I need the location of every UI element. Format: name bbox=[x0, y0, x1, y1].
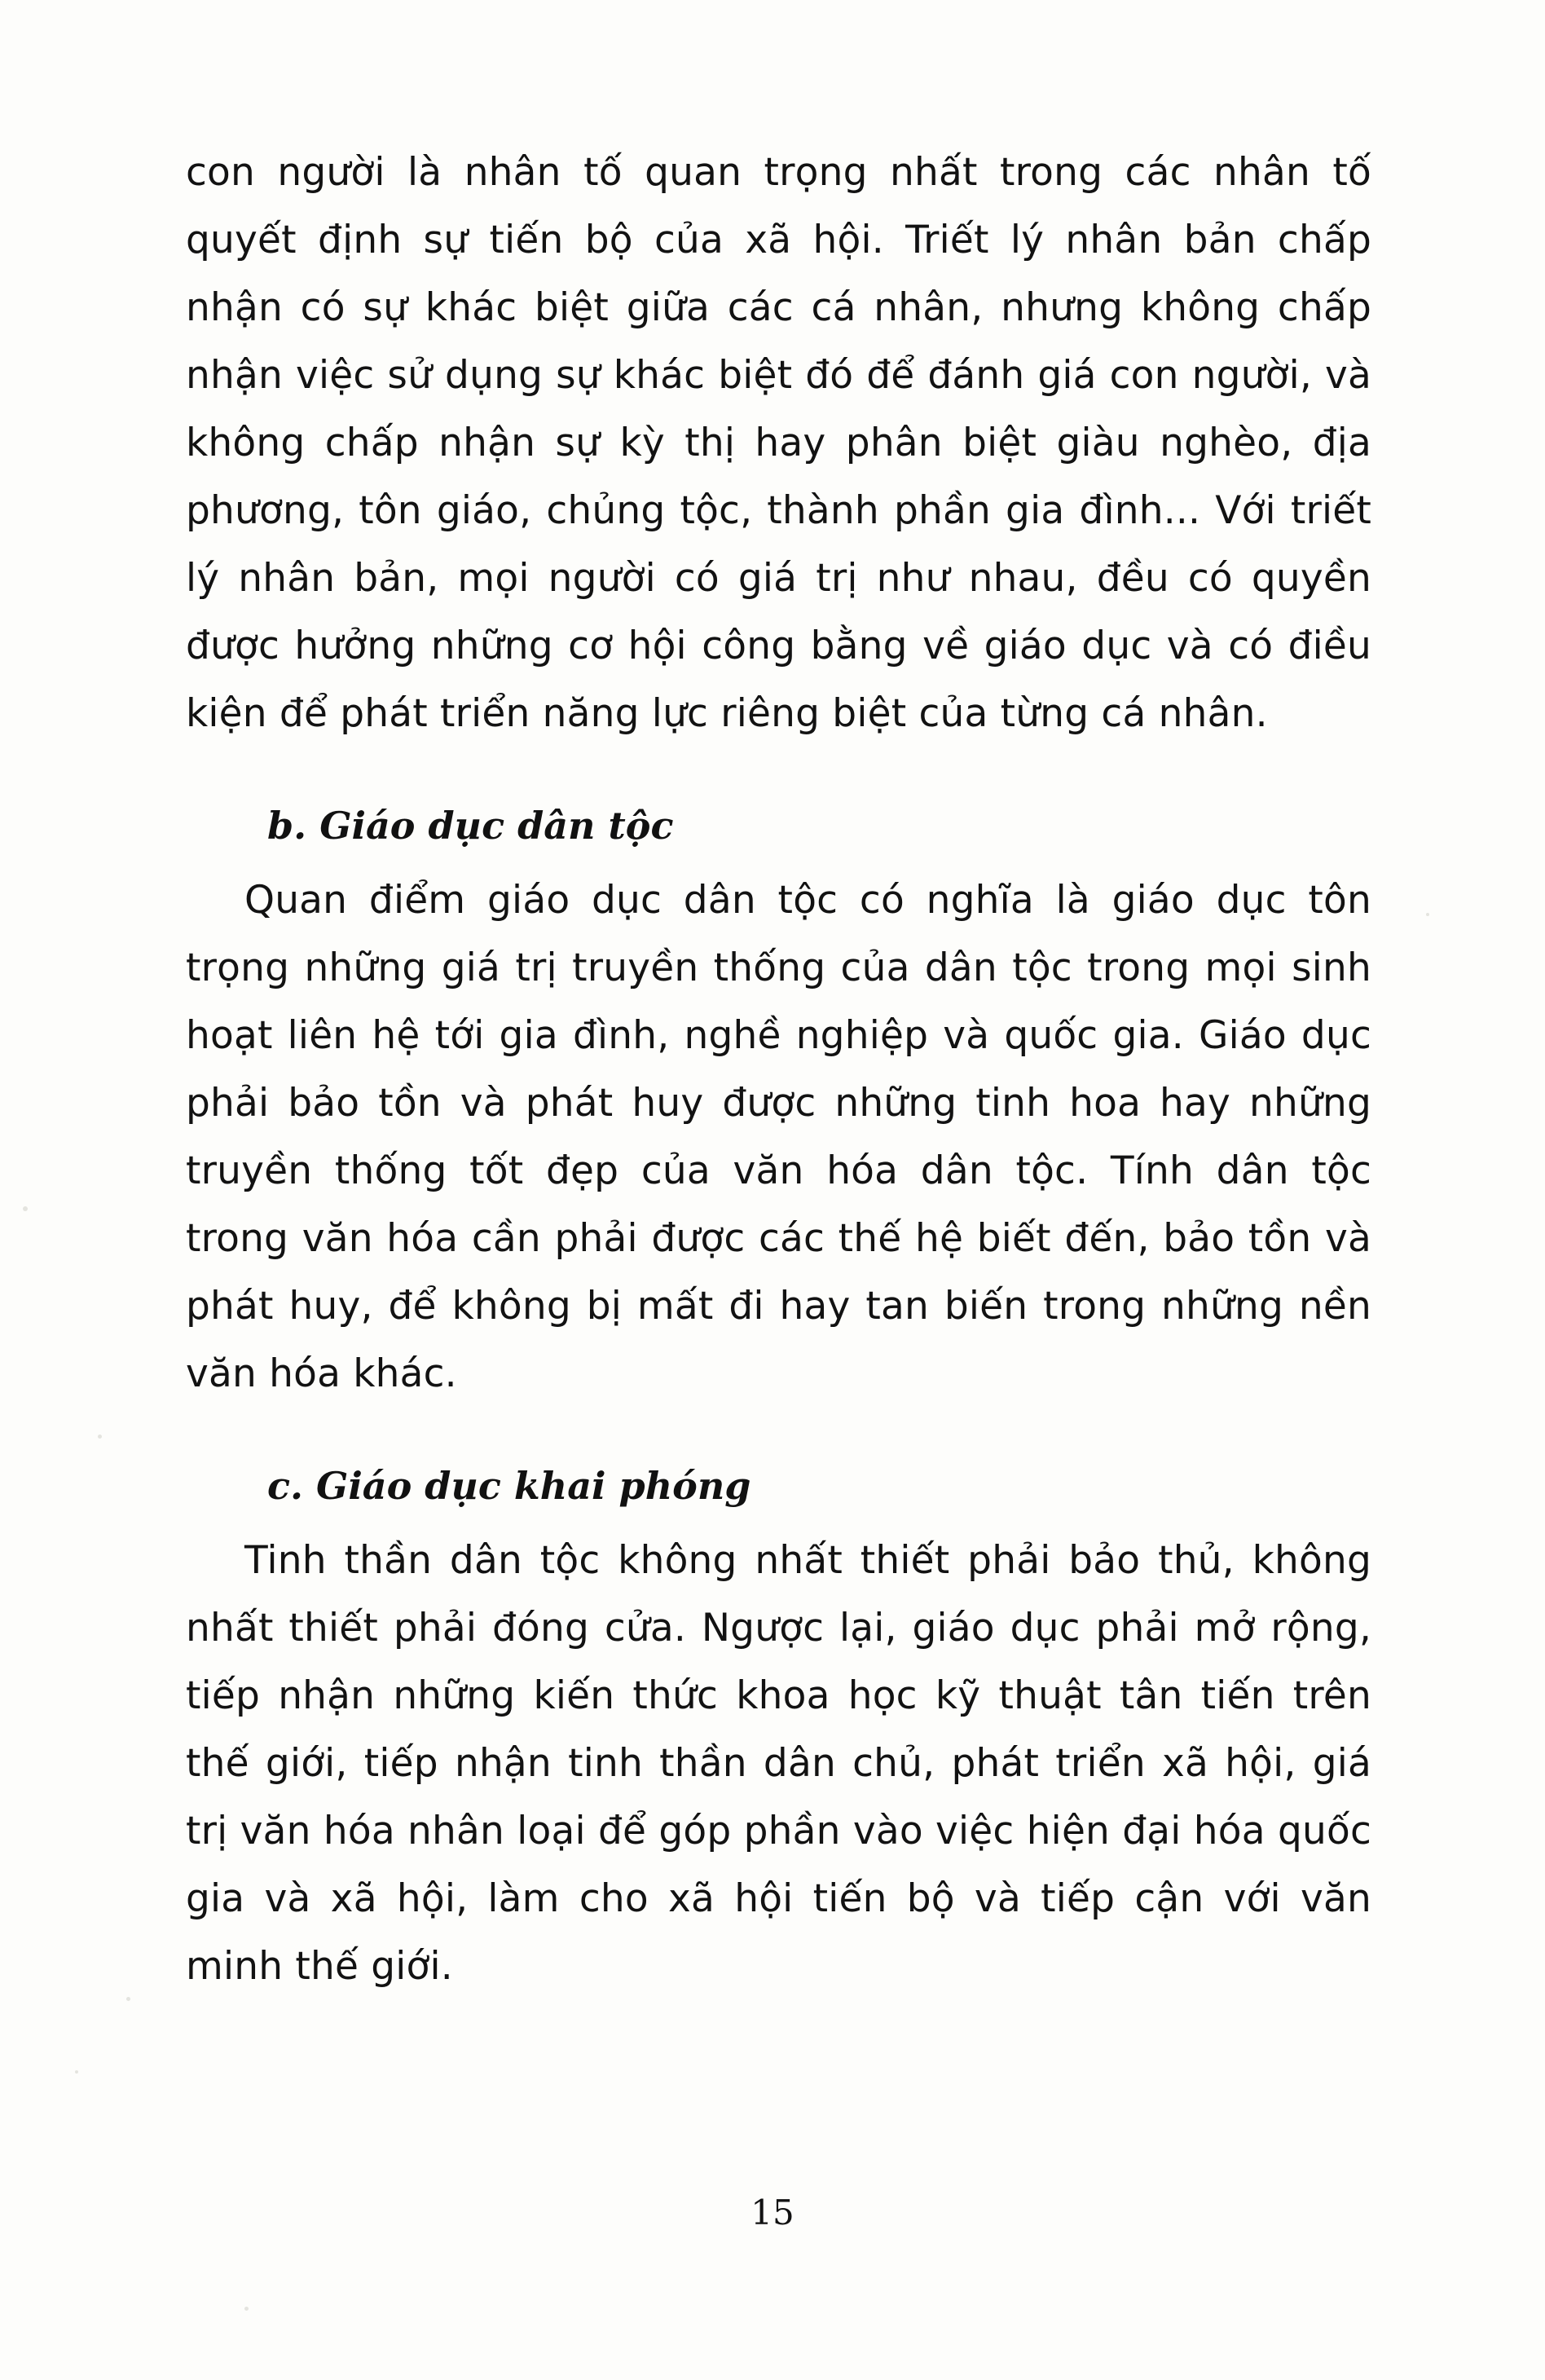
paragraph-giao-duc-dan-toc: Quan điểm giáo dục dân tộc có nghĩa là giáo dục tôn trọng những giá trị truyền thống của dân tộc trong mọi sinh hoạt liên hệ tới gia đình, nghề nghiệp và quốc gia. Giáo dục phải bảo tồn và phát huy được những tinh hoa hay những truyền thống tốt đẹp của văn hóa dân tộc. Tính dân tộc trong văn hóa cần phải được các thế hệ biết đến, bảo tồn và phát huy, để không bị mất đi hay tan biến trong những nền văn hóa khác. bbox=[186, 878, 1371, 1396]
spacer bbox=[186, 858, 1371, 866]
page-body bbox=[186, 139, 1371, 2000]
scan-speckle bbox=[1426, 913, 1429, 916]
paragraph-giao-duc-khai-phong: Tinh thần dân tộc không nhất thiết phải bảo thủ, không nhất thiết phải đóng cửa. Ngược lại, giáo dục phải mở rộng, tiếp nhận những kiến thức khoa học kỹ thuật tân tiến trên thế giới, tiếp nhận tinh thần dân chủ, phát triển xã hội, giá trị văn hóa nhân loại để góp phần vào việc hiện đại hóa quốc gia và xã hội, làm cho xã hội tiến bộ và tiếp cận với văn minh thế giới. bbox=[186, 1538, 1371, 1989]
scan-speckle bbox=[75, 2070, 78, 2074]
scan-speckle bbox=[23, 1206, 28, 1211]
paragraph-intro: con người là nhân tố quan trọng nhất trong các nhân tố quyết định sự tiến bộ của xã hội. Triết lý nhân bản chấp nhận có sự khác biệt giữa các cá nhân, nhưng không chấp nhận việc sử dụng sự khác biệt đó để đánh giá con người, và không chấp nhận sự kỳ thị hay phân biệt giàu nghèo, địa phương, tôn giáo, chủng tộc, thành phần gia đình... Với triết lý nhân bản, mọi người có giá trị như nhau, đều có quyền được hưởng những cơ hội công bằng về giáo dục và có điều kiện để phát triển năng lực riêng biệt của từng cá nhân. bbox=[186, 150, 1371, 736]
page-number: 15 bbox=[750, 2193, 795, 2232]
section-heading-b: b. Giáo dục dân tộc bbox=[267, 804, 674, 848]
scan-speckle bbox=[98, 1435, 102, 1439]
section-heading-c: c. Giáo dục khai phóng bbox=[267, 1464, 751, 1508]
spacer bbox=[186, 747, 1371, 793]
scan-speckle bbox=[126, 1997, 130, 2001]
scan-speckle bbox=[244, 2307, 249, 2311]
spacer bbox=[186, 1518, 1371, 1527]
spacer bbox=[186, 1408, 1371, 1453]
